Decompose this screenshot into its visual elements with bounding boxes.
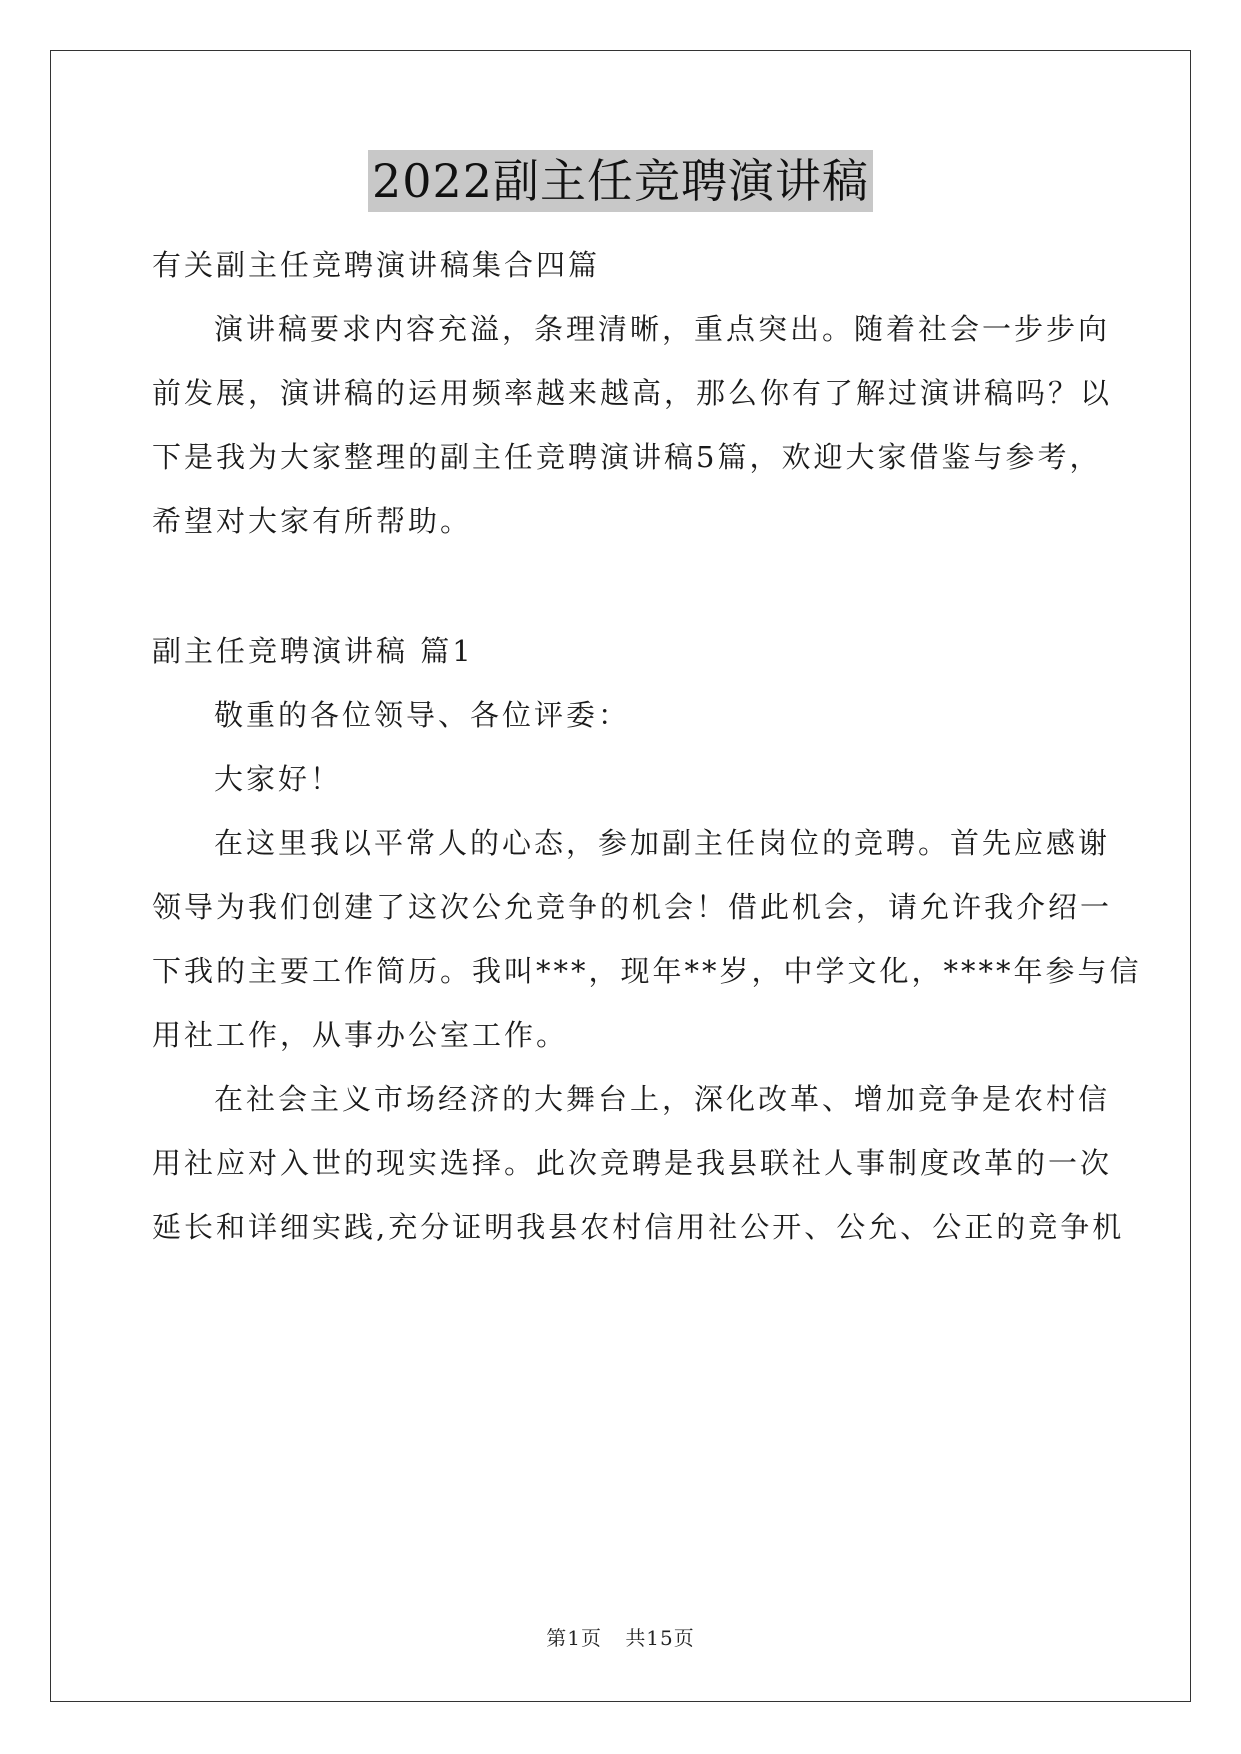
section-spacer bbox=[152, 553, 1092, 619]
page-total: 共15页 bbox=[625, 1626, 695, 1650]
paragraph-line: 用社应对入世的现实选择。此次竞聘是我县联社人事制度改革的一次 bbox=[152, 1146, 1113, 1180]
paragraph-line: 希望对大家有所帮助。 bbox=[152, 504, 473, 538]
paragraph-line: 前发展，演讲稿的运用频率越来越高，那么你有了解过演讲稿吗？以 bbox=[152, 376, 1113, 410]
paragraph-line: 用社工作，从事办公室工作。 bbox=[152, 1018, 569, 1052]
title-container bbox=[0, 150, 1241, 212]
paragraph-line: 演讲稿要求内容充溢，条理清晰，重点突出。随着社会一步步向 bbox=[214, 312, 1111, 346]
page-number: 第1页 bbox=[546, 1626, 602, 1650]
greeting-line: 大家好！ bbox=[214, 762, 343, 796]
salutation-line: 敬重的各位领导、各位评委： bbox=[214, 698, 631, 732]
section-heading: 副主任竞聘演讲稿 篇1 bbox=[152, 634, 474, 668]
page-footer bbox=[0, 1622, 1241, 1651]
paragraph-line: 下是我为大家整理的副主任竞聘演讲稿5篇，欢迎大家借鉴与参考， bbox=[152, 440, 1102, 474]
paragraph-line: 领导为我们创建了这次公允竞争的机会！借此机会，请允许我介绍一 bbox=[152, 890, 1113, 924]
paragraph-line: 在社会主义市场经济的大舞台上，深化改革、增加竞争是农村信 bbox=[214, 1082, 1111, 1116]
subtitle-line: 有关副主任竞聘演讲稿集合四篇 bbox=[152, 248, 601, 282]
paragraph-line: 延长和详细实践,充分证明我县农村信用社公开、公允、公正的竞争机 bbox=[152, 1210, 1125, 1244]
paragraph-line: 在这里我以平常人的心态，参加副主任岗位的竞聘。首先应感谢 bbox=[214, 826, 1111, 860]
paragraph-line: 下我的主要工作简历。我叫***，现年**岁，中学文化，****年参与信 bbox=[152, 954, 1142, 988]
document-body bbox=[152, 233, 1142, 1259]
document-title: 2022副主任竞聘演讲稿 bbox=[368, 150, 873, 212]
